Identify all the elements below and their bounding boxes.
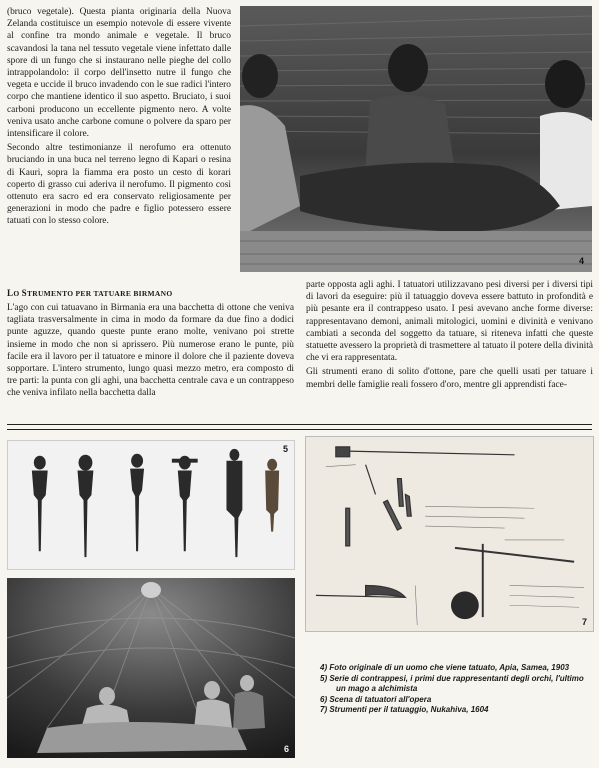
text-column-top-left (7, 6, 231, 228)
section-title: LO STRUMENTO PER TATUARE BIRMANO (7, 288, 173, 298)
figure-captions (320, 663, 592, 716)
caption-item: 7) Strumenti per il tatuaggio, Nukahiva, 1604 (320, 705, 489, 715)
caption-item: 6) Scena di tatuatori all'opera (320, 694, 432, 704)
paragraph: Gli strumenti erano di solito d'ottone, pare che quelli usati per tatuare i membri delle famiglie reali fossero d'oro, mentre gli apprendisti face- (306, 367, 593, 390)
figure-number: 4 (578, 256, 584, 266)
caption-item: 4) Foto originale di un uomo che viene tatuato, Apia, Samea, 1903 (320, 663, 570, 672)
paragraph: (bruco vegetale). Questa pianta originaria della Nuova Zelanda costituisce un esempio notevole di essere vivente al confine tra mondo animale e vegetale. Il bruco scavandosi la tana nel tessuto vegetale viene infettato dalle spore di un fungo che si instaurano nelle pieghe del collo intrappolandolo: il corpo dell'insetto nutre il fungo che vegeta e uccide il bruco invadendo con le sue radici l'intero corpo che mantiene identico il suo aspetto. Bruciato, i suoi carboni producono un eccellente pigmento nero. A volte veniva usato anche carbone comune o polvere da sparo per intensificare il colore. (7, 7, 231, 140)
photo-tattooers-scene (7, 578, 295, 758)
figure-number: 5 (282, 444, 288, 454)
paragraph: parte opposta agli aghi. I tatuatori utilizzavano pesi diversi per i diversi tipi di lavori da eseguire: più il tatuaggio doveva essere battuto in profondità e più pesante era il contrappeso usato. I pesi avevano anche forme diverse: rappresentavano demoni, animali mitologici, uomini e divinità e venivano cambiati a seconda del soggetto da tatuare, si riteneva infatti che queste statuette avessero la proprietà di trasmettere al tatuato il potere della divinità che vi era rappresentata. (306, 280, 593, 364)
divider-rule (7, 424, 592, 425)
paragraph: L'ago con cui tatuavano in Birmania era una bacchetta di ottone che veniva tagliata trasversalmente in cima in modo da formare da due fino a dodici punte aguzze, quando queste punte erano molte, venivano poi strette insieme in modo che non si aprissero. Più numerose erano le punte, più facile era il lavoro per il tatuatore e minore il dolore che il paziente doveva sopportare. L'intero strumento, lungo quasi mezzo metro, era composto di tre parti: la punta con gli aghi, una bacchetta centrale cava e un contrappeso che veniva infilato nella bacchetta dalla (7, 303, 294, 399)
text-column-mid-left (7, 302, 294, 400)
sketch-tattoo-instruments (305, 436, 594, 632)
caption-item: 5) Serie di contrappesi, i primi due rappresentanti degli orchi, l'ultimo un mago a alchimista (320, 673, 584, 694)
photo-tattooing-apia (240, 6, 592, 272)
divider-rule (7, 429, 592, 430)
paragraph: Secondo altre testimonianze il nerofumo era ottenuto bruciando in una buca nel terreno legno di Kapari o resina di Kauri, sopra la fiamma era posto un cesto di korari coperto di grasso cui aderiva il nerofumo. Il pigmento così ottenuto era sacro ed era conservato religiosamente per generazioni in modo che padre e figlio potessero essere tatuati con lo stesso colore. (7, 143, 231, 227)
figure-number: 7 (581, 617, 587, 627)
photo-counterweights (7, 440, 295, 570)
figure-number: 6 (283, 744, 289, 754)
text-column-mid-right (306, 279, 593, 391)
